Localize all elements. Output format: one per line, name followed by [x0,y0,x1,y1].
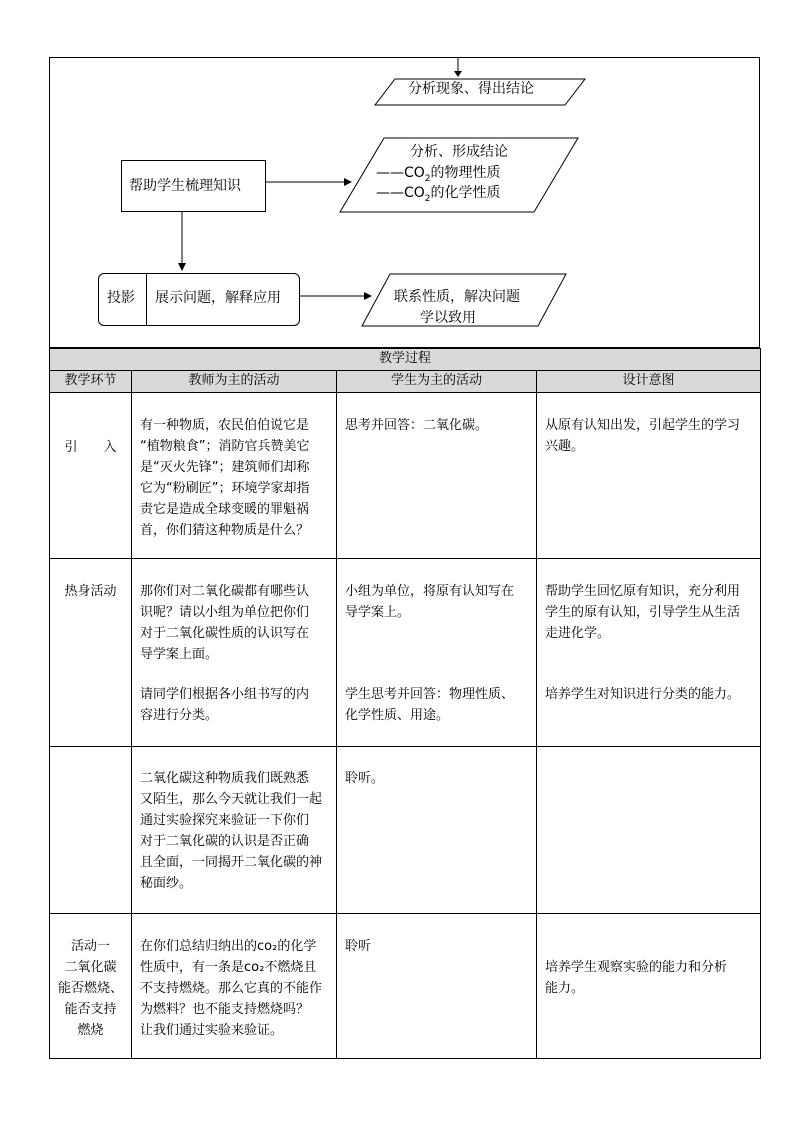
help-students-label: 帮助学生梳理知识 [129,178,241,194]
flowchart-frame [49,57,760,348]
stage-cell [50,747,132,914]
apply-label-2: 学以致用 [420,310,476,326]
table-row [50,393,761,559]
header-stage: 教学环节 [50,371,132,393]
student-text: 聆听。 [345,771,385,786]
teaching-process-table [49,348,761,1059]
teacher-cell [132,747,337,914]
teacher-cell [132,914,337,1059]
intent-cell [537,747,761,914]
stage-cell [50,914,132,1059]
stage-label: 热身活动 [64,584,117,599]
header-teacher: 教师为主的活动 [132,371,337,393]
student-cell [337,393,537,559]
intent-text: 培养学生观察实验的能力和分析 能力。 [545,960,728,996]
teacher-text: 在你们总结归纳出的co₂的化学 性质中，有一条是co₂不燃烧且 不支持燃烧。那么它真的不能作 为燃料？也不能支持燃烧吗？ 让我们通过实验来验证。 [140,939,323,1038]
intent-cell [537,393,761,559]
intent-text: 帮助学生回忆原有知识，充分利用 学生的原有认知，引导学生从生活 走进化学。 [545,584,741,641]
teacher-cell [132,559,337,747]
analyze-label: 分析现象、得出结论 [408,81,534,97]
intent-text: 从原有认知出发，引起学生的学习 兴趣。 [545,418,741,454]
student-text: 小组为单位，将原有认知写在 导学案上。 [345,584,515,620]
intent-cell [537,559,761,747]
student-text-2: 学生思考并回答：物理性质、 化学性质、用途。 [345,687,515,723]
student-cell [337,914,537,1059]
teacher-cell [132,393,337,559]
header-student: 学生为主的活动 [337,371,537,393]
show-problem-label: 展示问题，解释应用 [155,290,281,306]
help-students-box [121,160,266,212]
table-title: 教学过程 [50,349,761,371]
teacher-text-2: 请同学们根据各小组书写的内 容进行分类。 [140,687,310,723]
projection-box [98,273,300,326]
stage-label: 引 入 [64,440,117,455]
teacher-text: 二氧化碳这种物质我们既熟悉 又陌生，那么今天就让我们一起 通过实验探究来验证一下你们 对于二氧化碳的认识是否正确 且全面，一同揭开二氧化碳的神 秘面纱。 [140,771,323,891]
apply-label-1: 联系性质，解决问题 [394,289,520,305]
table-row [50,559,761,747]
teacher-text: 那你们对二氧化碳都有哪些认 识呢？请以小组为单位把你们 对于二氧化碳性质的认识写在 导学案上面。 [140,584,310,662]
table-row [50,747,761,914]
stage-cell [50,393,132,559]
student-text: 聆听 [345,939,372,954]
projection-label: 投影 [107,290,135,306]
stage-cell [50,559,132,747]
co2-chemical-label: $——CO_2$的化学性质 [376,185,501,204]
header-intent: 设计意图 [537,371,761,393]
co2-physical-label: $——CO_2$的物理性质 [376,165,501,184]
student-cell [337,559,537,747]
student-cell [337,747,537,914]
projection-divider [146,274,147,325]
student-text: 思考并回答：二氧化碳。 [345,418,489,433]
intent-cell [537,914,761,1059]
table-row [50,914,761,1059]
conclusion-title: 分析、形成结论 [410,144,508,160]
intent-text-2: 培养学生对知识进行分类的能力。 [545,687,741,702]
teacher-text: 有一种物质，农民伯伯说它是 “植物粮食”；消防官兵赞美它 是“灭火先锋”；建筑师们却称 它为“粉刷匠”；环境学家却指 责它是造成全球变暖的罪魁祸 首，你们猜这种物质是什么？ [140,418,310,538]
stage-label: 活动一 二氧化碳 能否燃烧、 能否支持 燃烧 [57,939,123,1038]
